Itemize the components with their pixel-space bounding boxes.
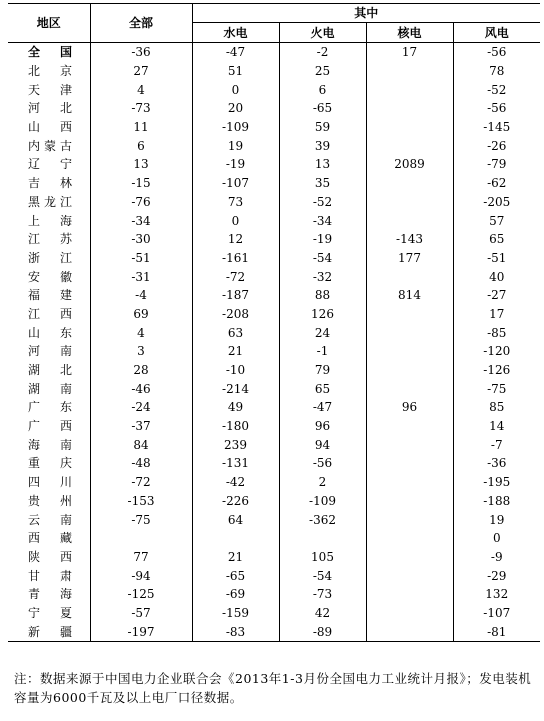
- region-cell: [8, 435, 90, 454]
- region-name: 西 藏: [28, 531, 72, 546]
- region-name: 安 徽: [28, 269, 72, 284]
- region-cell: [8, 529, 90, 548]
- total-cell: 13: [90, 155, 192, 174]
- hydro-cell: -65: [192, 566, 279, 585]
- region-name: 江 苏: [28, 232, 72, 247]
- header-thermal: 火电: [279, 23, 366, 43]
- table-row: [8, 323, 540, 342]
- thermal-cell: -32: [279, 267, 366, 286]
- nuclear-cell: [366, 622, 453, 641]
- hydro-cell: 239: [192, 435, 279, 454]
- header-region: 地区: [8, 4, 90, 43]
- nuclear-cell: [366, 492, 453, 511]
- region-name: 广 西: [28, 419, 72, 434]
- region-name: 陕 西: [28, 549, 72, 564]
- region-name: 上 海: [28, 213, 72, 228]
- region-cell: [8, 473, 90, 492]
- total-cell: -153: [90, 492, 192, 511]
- wind-cell: 57: [453, 211, 540, 230]
- region-cell: [8, 230, 90, 249]
- table-row: [8, 566, 540, 585]
- region-name: 贵 州: [28, 493, 72, 508]
- region-name: 海 南: [28, 437, 72, 452]
- wind-cell: 17: [453, 305, 540, 324]
- table-row: [8, 193, 540, 212]
- hydro-cell: 12: [192, 230, 279, 249]
- hydro-cell: 21: [192, 342, 279, 361]
- wind-cell: -51: [453, 249, 540, 268]
- wind-cell: -85: [453, 323, 540, 342]
- region-cell: [8, 118, 90, 137]
- hydro-cell: 0: [192, 80, 279, 99]
- wind-cell: -56: [453, 43, 540, 62]
- region-cell: [8, 136, 90, 155]
- thermal-cell: 24: [279, 323, 366, 342]
- nuclear-cell: 814: [366, 286, 453, 305]
- region-cell: [8, 305, 90, 324]
- region-cell: [8, 62, 90, 81]
- region-cell: [8, 155, 90, 174]
- thermal-cell: 6: [279, 80, 366, 99]
- wind-cell: -188: [453, 492, 540, 511]
- nuclear-cell: [366, 62, 453, 81]
- wind-cell: -81: [453, 622, 540, 641]
- region-name: 山 东: [28, 325, 72, 340]
- thermal-cell: 2: [279, 473, 366, 492]
- thermal-cell: -54: [279, 249, 366, 268]
- total-cell: 11: [90, 118, 192, 137]
- total-cell: -15: [90, 174, 192, 193]
- thermal-cell: 42: [279, 604, 366, 623]
- region-cell: [8, 43, 90, 62]
- nuclear-cell: -143: [366, 230, 453, 249]
- table-row: [8, 454, 540, 473]
- table-row: [8, 398, 540, 417]
- total-cell: -4: [90, 286, 192, 305]
- total-cell: 69: [90, 305, 192, 324]
- nuclear-cell: [366, 80, 453, 99]
- header-hydro: 水电: [192, 23, 279, 43]
- total-cell: -125: [90, 585, 192, 604]
- thermal-cell: 39: [279, 136, 366, 155]
- nuclear-cell: [366, 566, 453, 585]
- total-cell: [90, 529, 192, 548]
- table-row: [8, 529, 540, 548]
- table-row: [8, 305, 540, 324]
- region-name: 重 庆: [28, 456, 72, 471]
- total-cell: 84: [90, 435, 192, 454]
- hydro-cell: 51: [192, 62, 279, 81]
- table-row: [8, 174, 540, 193]
- hydro-cell: -187: [192, 286, 279, 305]
- hydro-cell: -208: [192, 305, 279, 324]
- nuclear-cell: [366, 267, 453, 286]
- nuclear-cell: [366, 379, 453, 398]
- table-row: [8, 230, 540, 249]
- total-cell: 4: [90, 323, 192, 342]
- region-cell: [8, 417, 90, 436]
- table-row: [8, 604, 540, 623]
- region-cell: [8, 211, 90, 230]
- wind-cell: -145: [453, 118, 540, 137]
- nuclear-cell: [366, 473, 453, 492]
- nuclear-cell: [366, 174, 453, 193]
- total-cell: -75: [90, 510, 192, 529]
- total-cell: -31: [90, 267, 192, 286]
- thermal-cell: -47: [279, 398, 366, 417]
- total-cell: -37: [90, 417, 192, 436]
- region-cell: [8, 286, 90, 305]
- nuclear-cell: [366, 510, 453, 529]
- wind-cell: -62: [453, 174, 540, 193]
- wind-cell: 65: [453, 230, 540, 249]
- wind-cell: -195: [453, 473, 540, 492]
- hydro-cell: -226: [192, 492, 279, 511]
- footnote: 注：数据来源于中国电力企业联合会《2013年1-3月份全国电力工业统计月报》；发电装机容量为6000千瓦及以上电厂口径数据。: [14, 671, 532, 705]
- region-name: 广 东: [28, 400, 72, 415]
- region-cell: [8, 454, 90, 473]
- thermal-cell: 105: [279, 548, 366, 567]
- region-cell: [8, 249, 90, 268]
- wind-cell: 40: [453, 267, 540, 286]
- thermal-cell: 96: [279, 417, 366, 436]
- wind-cell: 19: [453, 510, 540, 529]
- region-cell: [8, 585, 90, 604]
- region-cell: [8, 510, 90, 529]
- hydro-cell: -19: [192, 155, 279, 174]
- nuclear-cell: [366, 305, 453, 324]
- region-cell: [8, 548, 90, 567]
- nuclear-cell: [366, 342, 453, 361]
- thermal-cell: -19: [279, 230, 366, 249]
- hydro-cell: -47: [192, 43, 279, 62]
- thermal-cell: 35: [279, 174, 366, 193]
- thermal-cell: [279, 529, 366, 548]
- region-cell: [8, 492, 90, 511]
- thermal-cell: -109: [279, 492, 366, 511]
- region-cell: [8, 193, 90, 212]
- region-name: 湖 南: [28, 381, 72, 396]
- region-name: 内蒙古: [28, 138, 72, 153]
- thermal-cell: 13: [279, 155, 366, 174]
- table-row: [8, 136, 540, 155]
- nuclear-cell: 17: [366, 43, 453, 62]
- total-cell: 28: [90, 361, 192, 380]
- wind-cell: 132: [453, 585, 540, 604]
- total-cell: -76: [90, 193, 192, 212]
- wind-cell: -7: [453, 435, 540, 454]
- region-name: 新 疆: [28, 624, 72, 639]
- region-name: 江 西: [28, 306, 72, 321]
- thermal-cell: -89: [279, 622, 366, 641]
- hydro-cell: 19: [192, 136, 279, 155]
- nuclear-cell: 177: [366, 249, 453, 268]
- table-row: [8, 548, 540, 567]
- header-wind: 风电: [453, 23, 540, 43]
- wind-cell: 85: [453, 398, 540, 417]
- table-row: [8, 361, 540, 380]
- total-cell: -73: [90, 99, 192, 118]
- nuclear-cell: [366, 454, 453, 473]
- table-row: [8, 99, 540, 118]
- nuclear-cell: [366, 417, 453, 436]
- region-cell: [8, 80, 90, 99]
- hydro-cell: -69: [192, 585, 279, 604]
- region-name: 甘 肃: [28, 568, 72, 583]
- region-name: 福 建: [28, 288, 72, 303]
- hydro-cell: [192, 529, 279, 548]
- table-row: [8, 510, 540, 529]
- header-total: 全部: [90, 4, 192, 43]
- table-row: [8, 417, 540, 436]
- region-name: 四 川: [28, 475, 72, 490]
- wind-cell: -79: [453, 155, 540, 174]
- hydro-cell: -159: [192, 604, 279, 623]
- thermal-cell: 88: [279, 286, 366, 305]
- hydro-cell: 49: [192, 398, 279, 417]
- table-row: [8, 342, 540, 361]
- hydro-cell: 73: [192, 193, 279, 212]
- region-name: 宁 夏: [28, 605, 72, 620]
- hydro-cell: -161: [192, 249, 279, 268]
- region-cell: [8, 566, 90, 585]
- region-name: 黑龙江: [28, 194, 72, 209]
- region-cell: [8, 622, 90, 641]
- nuclear-cell: [366, 604, 453, 623]
- wind-cell: -75: [453, 379, 540, 398]
- total-cell: -57: [90, 604, 192, 623]
- thermal-cell: -2: [279, 43, 366, 62]
- header-group: 其中: [192, 4, 540, 23]
- thermal-cell: -1: [279, 342, 366, 361]
- region-cell: [8, 379, 90, 398]
- table-row: [8, 622, 540, 641]
- region-cell: [8, 323, 90, 342]
- hydro-cell: 64: [192, 510, 279, 529]
- table-body: [8, 43, 540, 642]
- wind-cell: -36: [453, 454, 540, 473]
- total-cell: 3: [90, 342, 192, 361]
- table-header: [8, 4, 540, 43]
- hydro-cell: 0: [192, 211, 279, 230]
- table-row: [8, 249, 540, 268]
- nuclear-cell: 2089: [366, 155, 453, 174]
- thermal-cell: 126: [279, 305, 366, 324]
- table-row: [8, 155, 540, 174]
- hydro-cell: -107: [192, 174, 279, 193]
- nuclear-cell: [366, 361, 453, 380]
- hydro-cell: -83: [192, 622, 279, 641]
- region-name: 北 京: [28, 64, 72, 79]
- nuclear-cell: [366, 193, 453, 212]
- thermal-cell: -73: [279, 585, 366, 604]
- hydro-cell: -72: [192, 267, 279, 286]
- region-name: 青 海: [28, 587, 72, 602]
- total-cell: -72: [90, 473, 192, 492]
- wind-cell: -205: [453, 193, 540, 212]
- region-name: 山 西: [28, 120, 72, 135]
- nuclear-cell: 96: [366, 398, 453, 417]
- table-row: [8, 80, 540, 99]
- total-cell: -46: [90, 379, 192, 398]
- wind-cell: -107: [453, 604, 540, 623]
- hydro-cell: 20: [192, 99, 279, 118]
- thermal-cell: 94: [279, 435, 366, 454]
- thermal-cell: -65: [279, 99, 366, 118]
- total-cell: -94: [90, 566, 192, 585]
- nuclear-cell: [366, 585, 453, 604]
- wind-cell: -29: [453, 566, 540, 585]
- wind-cell: -126: [453, 361, 540, 380]
- total-cell: 4: [90, 80, 192, 99]
- region-name: 湖 北: [28, 363, 72, 378]
- thermal-cell: -362: [279, 510, 366, 529]
- nuclear-cell: [366, 435, 453, 454]
- table-row: [8, 43, 540, 62]
- hydro-cell: -10: [192, 361, 279, 380]
- header-nuclear: 核电: [366, 23, 453, 43]
- wind-cell: -52: [453, 80, 540, 99]
- table-row: [8, 211, 540, 230]
- table-row: [8, 62, 540, 81]
- total-cell: -48: [90, 454, 192, 473]
- region-name: 天 津: [28, 82, 72, 97]
- total-cell: -30: [90, 230, 192, 249]
- total-cell: -197: [90, 622, 192, 641]
- region-cell: [8, 174, 90, 193]
- wind-cell: -27: [453, 286, 540, 305]
- wind-cell: 14: [453, 417, 540, 436]
- total-cell: -36: [90, 43, 192, 62]
- table-row: [8, 473, 540, 492]
- nuclear-cell: [366, 211, 453, 230]
- thermal-cell: 59: [279, 118, 366, 137]
- hydro-cell: 63: [192, 323, 279, 342]
- total-cell: -24: [90, 398, 192, 417]
- thermal-cell: 79: [279, 361, 366, 380]
- total-cell: 6: [90, 136, 192, 155]
- thermal-cell: -54: [279, 566, 366, 585]
- total-cell: 27: [90, 62, 192, 81]
- thermal-cell: -34: [279, 211, 366, 230]
- hydro-cell: -131: [192, 454, 279, 473]
- nuclear-cell: [366, 323, 453, 342]
- region-name: 辽 宁: [28, 157, 72, 172]
- wind-cell: -26: [453, 136, 540, 155]
- region-cell: [8, 99, 90, 118]
- thermal-cell: -56: [279, 454, 366, 473]
- region-cell: [8, 398, 90, 417]
- nuclear-cell: [366, 99, 453, 118]
- region-cell: [8, 604, 90, 623]
- nuclear-cell: [366, 118, 453, 137]
- wind-cell: 0: [453, 529, 540, 548]
- total-cell: -34: [90, 211, 192, 230]
- region-name: 河 南: [28, 344, 72, 359]
- table-row: [8, 492, 540, 511]
- hydro-cell: -214: [192, 379, 279, 398]
- region-name: 吉 林: [28, 176, 72, 191]
- total-cell: -51: [90, 249, 192, 268]
- table-row: [8, 118, 540, 137]
- thermal-cell: 25: [279, 62, 366, 81]
- hydro-cell: -109: [192, 118, 279, 137]
- hydro-cell: -42: [192, 473, 279, 492]
- region-cell: [8, 342, 90, 361]
- data-table: [8, 3, 540, 642]
- wind-cell: -120: [453, 342, 540, 361]
- nuclear-cell: [366, 529, 453, 548]
- region-cell: [8, 361, 90, 380]
- wind-cell: -56: [453, 99, 540, 118]
- table-row: [8, 286, 540, 305]
- wind-cell: -9: [453, 548, 540, 567]
- nuclear-cell: [366, 548, 453, 567]
- region-name: 浙 江: [28, 250, 72, 265]
- region-name: 全 国: [28, 45, 72, 60]
- thermal-cell: -52: [279, 193, 366, 212]
- table-row: [8, 585, 540, 604]
- wind-cell: 78: [453, 62, 540, 81]
- nuclear-cell: [366, 136, 453, 155]
- region-name: 云 南: [28, 512, 72, 527]
- total-cell: 77: [90, 548, 192, 567]
- thermal-cell: 65: [279, 379, 366, 398]
- table-row: [8, 267, 540, 286]
- table-row: [8, 435, 540, 454]
- hydro-cell: -180: [192, 417, 279, 436]
- table-row: [8, 379, 540, 398]
- region-cell: [8, 267, 90, 286]
- region-name: 河 北: [28, 101, 72, 116]
- hydro-cell: 21: [192, 548, 279, 567]
